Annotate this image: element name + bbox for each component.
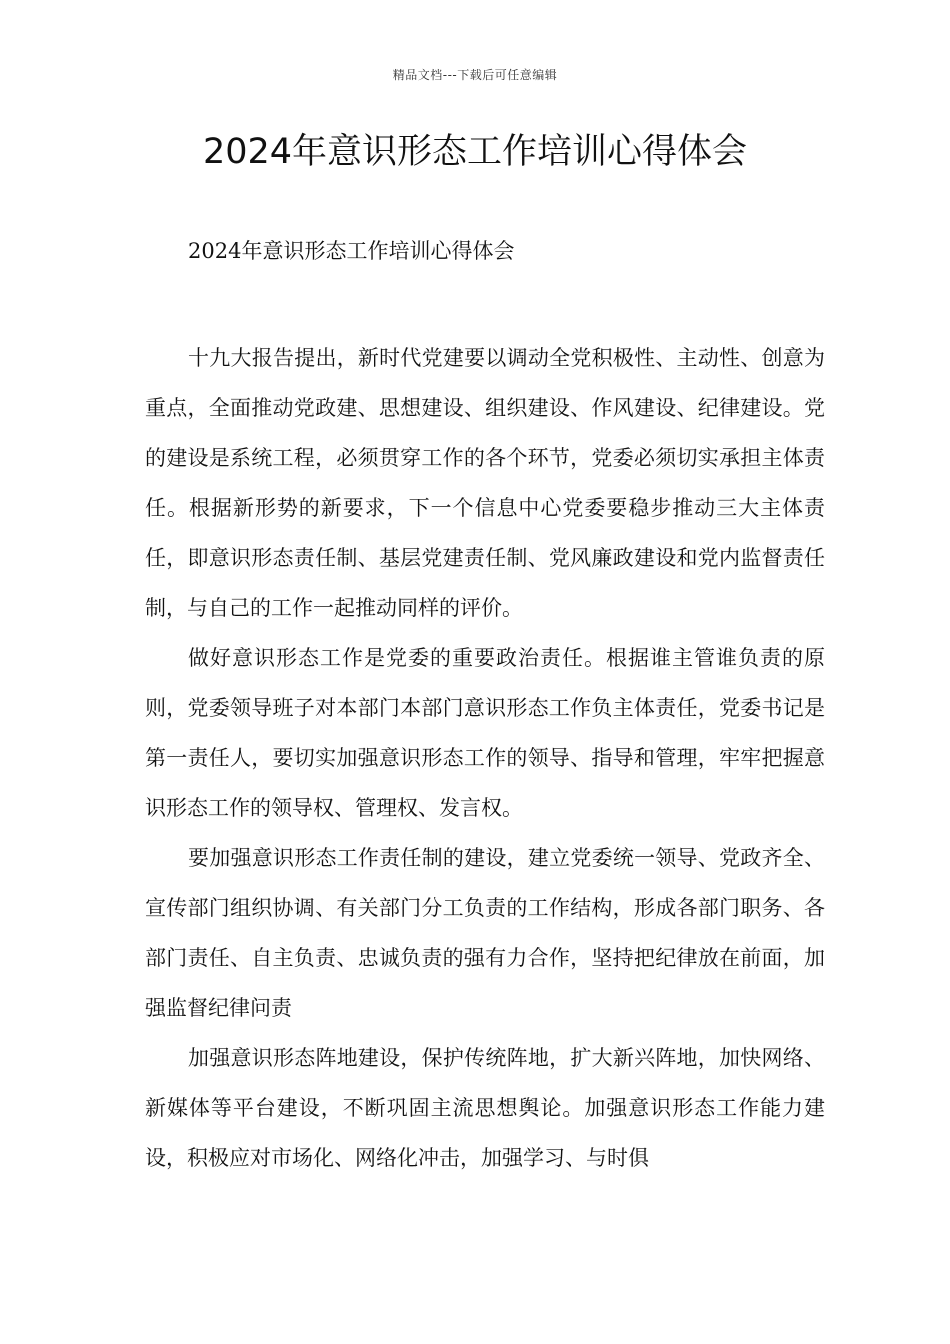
paragraph: 十九大报告提出，新时代党建要以调动全党积极性、主动性、创意为重点，全面推动党政建、思想建设、组织建设、作风建设、纪律建设。党的建设是系统工程，必须贯穿工作的各个环节，党委必须切实承担主体责任。根据新形势的新要求，下一个信息中心党委要稳步推动三大主体责任，即意识形态责任制、基层党建责任制、党风廉政建设和党内监督责任制，与自己的工作一起推动同样的评价。 — [145, 346, 825, 620]
paragraph: 要加强意识形态工作责任制的建设，建立党委统一领导、党政齐全、宣传部门组织协调、有关部门分工负责的工作结构，形成各部门职务、各部门责任、自主负责、忠诚负责的强有力合作，坚持把纪律放在前面，加强监督纪律问责 — [145, 846, 825, 1020]
document-body — [145, 333, 825, 1183]
paragraph: 做好意识形态工作是党委的重要政治责任。根据谁主管谁负责的原则，党委领导班子对本部门本部门意识形态工作负主体责任，党委书记是第一责任人，要切实加强意识形态工作的领导、指导和管理，牢牢把握意识形态工作的领导权、管理权、发言权。 — [145, 646, 825, 820]
paragraph: 加强意识形态阵地建设，保护传统阵地，扩大新兴阵地，加快网络、新媒体等平台建设，不断巩固主流思想舆论。加强意识形态工作能力建设，积极应对市场化、网络化冲击，加强学习、与时俱 — [145, 1046, 825, 1170]
document-title: 2024年意识形态工作培训心得体会 — [202, 132, 748, 172]
document-subtitle: 2024年意识形态工作培训心得体会 — [188, 239, 515, 263]
header-note: 精品文档---下载后可任意编辑 — [392, 68, 558, 82]
